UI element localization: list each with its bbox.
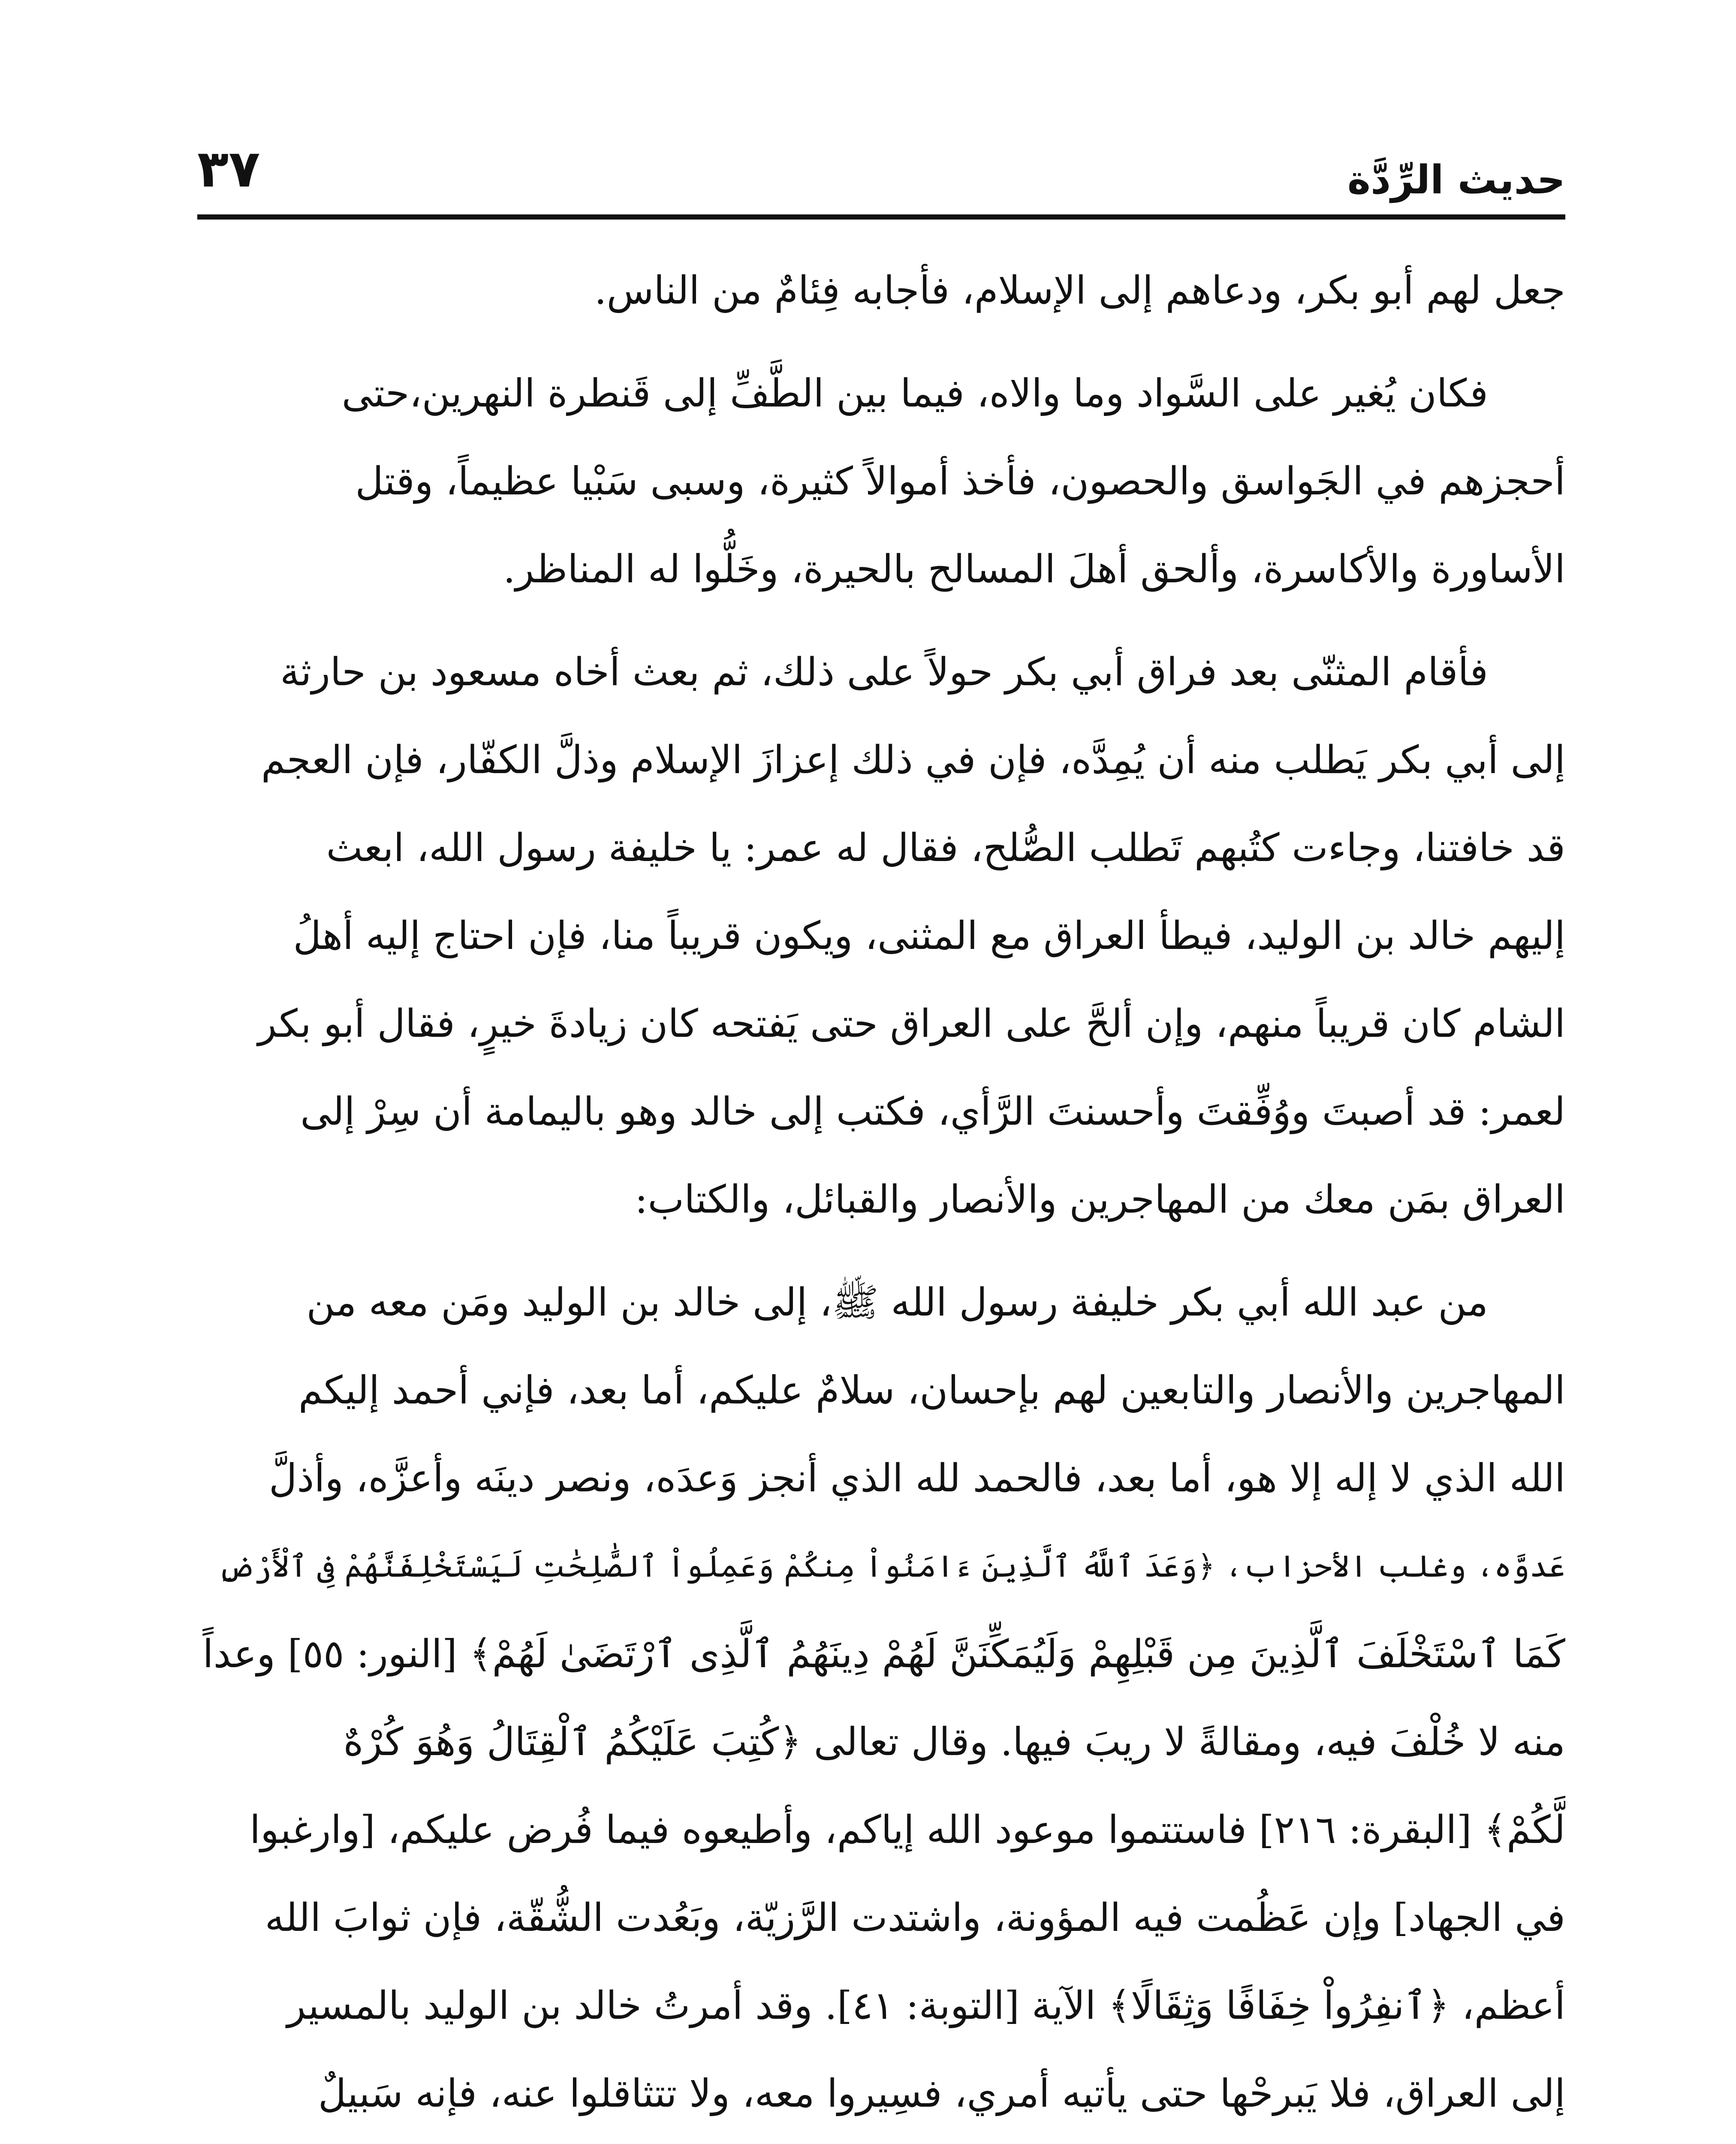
text-line: العراق بمَن معك من المهاجرين والأنصار والقبائل، والكتاب:: [635, 1177, 1565, 1222]
text-line: من عبد الله أبي بكر خليفة رسول الله ﷺ، إلى خالد بن الوليد ومَن معه من: [306, 1280, 1488, 1325]
text-line: الأساورة والأكاسرة، وألحق أهلَ المسالح بالحيرة، وخَلُّوا له المناظر.: [503, 547, 1565, 592]
text-line: منه لا خُلْفَ فيه، ومقالةً لا ريبَ فيها. وقال تعالى ﴿كُتِبَ عَلَيْكُمُ ٱلْقِتَالُ وَهُوَ كُرْهٌ: [343, 1719, 1565, 1765]
text-line: إلى أبي بكر يَطلب منه أن يُمِدَّه، فإن في ذلك إعزازَ الإسلام وذلَّ الكفّار، فإن العجم: [261, 738, 1565, 783]
text-line: قد خافتنا، وجاءت كتُبهم تَطلب الصُّلح، فقال له عمر: يا خليفة رسول الله، ابعث: [326, 825, 1565, 870]
paragraph: [197, 349, 1565, 613]
text-line: كَمَا ٱسْتَخْلَفَ ٱلَّذِينَ مِن قَبْلِهِمْ وَلَيُمَكِّنَنَّ لَهُمْ دِينَهُمُ ٱلَّذِى ٱرْتَضَىٰ لَهُمْ﴾ [النور: ٥٥] وعداً: [202, 1632, 1565, 1677]
text-line: الشام كان قريباً منهم، وإن ألحَّ على العراق حتى يَفتحه كان زيادةَ خيرٍ، فقال أبو بكر: [258, 1001, 1565, 1046]
text-line: عَدوَّه، وغلب الأحزاب، ﴿وَعَدَ ٱللَّهُ ٱلَّذِينَ ءَامَنُواْ مِنكُمْ وَعَمِلُواْ ٱلصَّٰلِحَٰتِ لَيَسْتَخْلِفَنَّهُمْ فِى ٱلْأَرْضِ: [218, 1548, 1565, 1584]
text-line: فأقام المثنّى بعد فراق أبي بكر حولاً على ذلك، ثم بعث أخاه مسعود بن حارثة: [280, 650, 1488, 695]
main-text: [197, 247, 1565, 2144]
page-number: ٣٧: [197, 139, 260, 199]
text-line: الله الذي لا إله إلا هو، أما بعد، فالحمد لله الذي أنجز وَعدَه، ونصر دينَه وأعزَّه، وأذلَّ: [269, 1456, 1565, 1501]
text-line: [197, 2138, 1565, 2144]
text-line: إلى العراق، فلا يَبرحْها حتى يأتيه أمري، فسِيروا معه، ولا تتثاقلوا عنه، فإنه سَبيلٌ: [318, 2071, 1565, 2116]
header-divider: [197, 214, 1565, 220]
text-line: فكان يُغير على السَّواد وما والاه، فيما بين الطَّفِّ إلى قَنطرة النهرين،حتى: [341, 371, 1488, 416]
text-line: لعمر: قد أصبتَ ووُفِّقتَ وأحسنتَ الرَّأي، فكتب إلى خالد وهو باليمامة أن سِرْ إلى: [300, 1089, 1565, 1134]
text-line: في الجهاد] وإن عَظُمت فيه المؤونة، واشتدت الرَّزيّة، وبَعُدت الشُّقّة، فإن ثوابَ الله: [265, 1895, 1565, 1940]
text-line: المهاجرين والأنصار والتابعين لهم بإحسان، سلامٌ عليكم، أما بعد، فإني أحمد إليكم: [298, 1368, 1565, 1413]
text-line: أحجزهم في الجَواسق والحصون، فأخذ أموالاً كثيرة، وسبى سَبْيا عظيماً، وقتل: [355, 459, 1565, 504]
paragraph: [197, 1259, 1565, 2144]
text-line: أعظم، ﴿ٱنفِرُواْ خِفَافًا وَثِقَالًا﴾ الآية [التوبة: ٤١]. وقد أمرتُ خالد بن الوليد بالمسير: [287, 1983, 1565, 2028]
paragraph: [197, 628, 1565, 1244]
text-line: لَّكُمْ﴾ [البقرة: ٢١٦] فاستتموا موعود الله إياكم، وأطيعوه فيما فُرض عليكم، [وارغبوا: [250, 1807, 1565, 1852]
page-header: [197, 129, 1565, 214]
text-line: جعل لهم أبو بكر، ودعاهم إلى الإسلام، فأجابه فِئامٌ من الناس.: [594, 268, 1565, 313]
text-line: إليهم خالد بن الوليد، فيطأ العراق مع المثنى، ويكون قريباً منا، فإن احتاج إليه أهلُ: [293, 913, 1565, 958]
running-title: حديث الرِّدَّة: [1347, 157, 1565, 203]
paragraph: [197, 247, 1565, 334]
